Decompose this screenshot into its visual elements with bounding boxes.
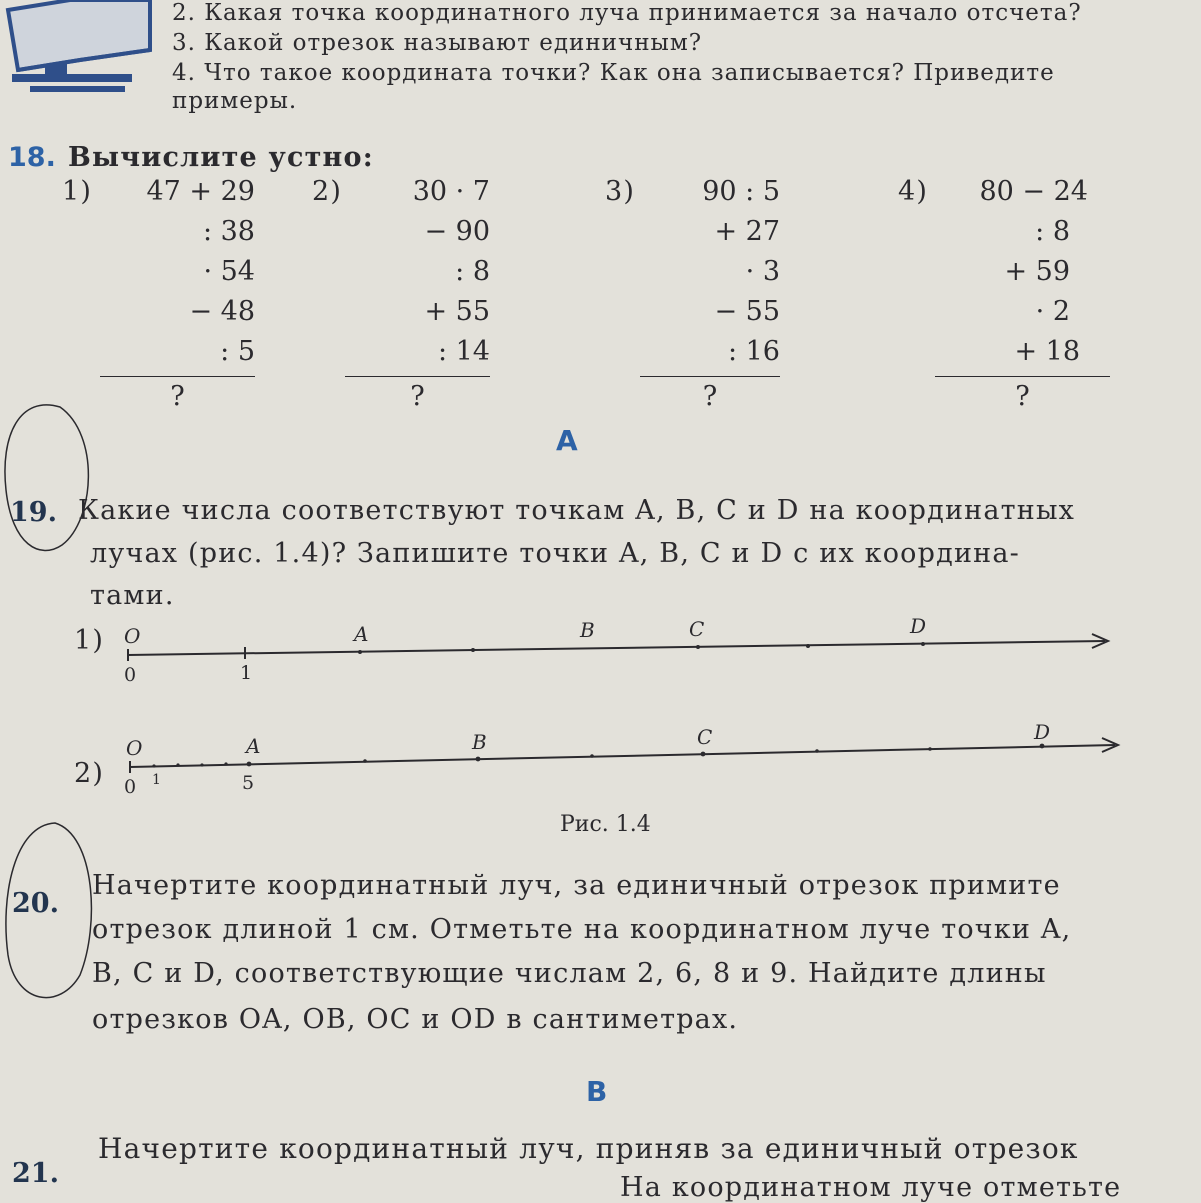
column-4-op: · 2 bbox=[1035, 296, 1070, 327]
ray-2-zero-label: 0 bbox=[124, 776, 137, 798]
column-4-op: : 8 bbox=[1035, 216, 1070, 247]
column-1-label: 1) bbox=[62, 176, 93, 207]
book-icon bbox=[0, 0, 160, 100]
column-1-result: ? bbox=[100, 376, 255, 417]
figure-caption: Рис. 1.4 bbox=[560, 812, 651, 837]
question-4-line2: примеры. bbox=[172, 88, 298, 114]
exercise-19-line2: лучах (рис. 1.4)? Запишите точки A, B, C и D с их координа- bbox=[90, 538, 1020, 569]
column-1-op: : 38 bbox=[202, 216, 255, 247]
column-3-start: 90 : 5 bbox=[702, 176, 780, 207]
column-2 bbox=[345, 172, 490, 417]
ray-2-point-b: B bbox=[472, 730, 487, 754]
column-1-start: 47 + 29 bbox=[146, 176, 255, 207]
column-3-op: + 27 bbox=[714, 216, 780, 247]
ray-1-origin-label: O bbox=[124, 624, 141, 648]
ray-2-one-label: 1 bbox=[152, 772, 161, 788]
exercise-19-line3: тами. bbox=[90, 580, 175, 611]
column-4-start: 80 − 24 bbox=[979, 176, 1088, 207]
column-3-op: : 16 bbox=[727, 336, 780, 367]
column-4-result: ? bbox=[935, 376, 1110, 417]
ray-2-point-c: C bbox=[697, 725, 713, 749]
section-a-header: А bbox=[556, 424, 578, 457]
ray-2-origin-label: O bbox=[126, 736, 143, 760]
ray-2-point-a: A bbox=[246, 734, 261, 758]
column-2-start: 30 · 7 bbox=[412, 176, 490, 207]
column-1-op: · 54 bbox=[203, 256, 255, 287]
coordinate-ray-1 bbox=[120, 612, 1120, 692]
column-4-op: + 59 bbox=[1004, 256, 1070, 287]
column-4 bbox=[935, 172, 1110, 417]
column-2-result: ? bbox=[345, 376, 490, 417]
ray-1-point-b: B bbox=[580, 618, 595, 642]
column-2-op: : 14 bbox=[437, 336, 490, 367]
exercise-20-number: 20. bbox=[12, 888, 59, 919]
exercise-20-line3: B, C и D, соответствующие числам 2, 6, 8 и 9. Найдите длины bbox=[92, 958, 1047, 989]
column-3-result: ? bbox=[640, 376, 780, 417]
exercise-18-number: 18. bbox=[8, 142, 56, 173]
column-1-op: : 5 bbox=[220, 336, 255, 367]
column-1-op: − 48 bbox=[189, 296, 255, 327]
ray-1-one-label: 1 bbox=[240, 662, 253, 684]
column-2-op: − 90 bbox=[424, 216, 490, 247]
column-3-op: · 3 bbox=[745, 256, 780, 287]
ray-2-label: 2) bbox=[74, 758, 105, 789]
ray-1-point-c: C bbox=[689, 617, 705, 641]
question-4-line1: 4. Что такое координата точки? Как она записывается? Приведите bbox=[172, 60, 1055, 86]
question-3: 3. Какой отрезок называют единичным? bbox=[172, 30, 703, 56]
column-3-label: 3) bbox=[605, 176, 636, 207]
coordinate-ray-2 bbox=[120, 725, 1130, 805]
ray-1-point-a: A bbox=[354, 622, 369, 646]
exercise-21-line1: Начертите координатный луч, приняв за единичный отрезок bbox=[98, 1132, 1079, 1165]
exercise-21-line2: На координатном луче отметьте bbox=[620, 1172, 1122, 1203]
exercise-19-number: 19. bbox=[10, 497, 57, 528]
exercise-19-line1: Какие числа соответствуют точкам A, B, C и D на координатных bbox=[78, 495, 1076, 526]
exercise-18-title: Вычислите устно: bbox=[68, 142, 374, 173]
ray-2-five-label: 5 bbox=[242, 772, 255, 794]
exercise-21-number: 21. bbox=[12, 1158, 59, 1189]
question-2: 2. Какая точка координатного луча принимается за начало отсчета? bbox=[172, 0, 1082, 26]
column-2-op: + 55 bbox=[424, 296, 490, 327]
column-4-label: 4) bbox=[898, 176, 929, 207]
ray-2-point-d: D bbox=[1034, 720, 1051, 744]
column-3 bbox=[640, 172, 780, 417]
column-2-op: : 8 bbox=[455, 256, 490, 287]
column-1 bbox=[100, 172, 255, 417]
ray-1-label: 1) bbox=[74, 625, 105, 656]
ray-1-zero-label: 0 bbox=[124, 664, 137, 686]
column-2-label: 2) bbox=[312, 176, 343, 207]
ray-1-point-d: D bbox=[910, 614, 927, 638]
column-4-op: + 18 bbox=[1014, 336, 1080, 367]
exercise-20-line1: Начертите координатный луч, за единичный отрезок примите bbox=[92, 870, 1061, 901]
exercise-20-line4: отрезков OA, OB, OC и OD в сантиметрах. bbox=[92, 1004, 739, 1035]
section-b-header: В bbox=[586, 1075, 608, 1108]
exercise-20-line2: отрезок длиной 1 см. Отметьте на координатном луче точки A, bbox=[92, 914, 1072, 945]
column-3-op: − 55 bbox=[714, 296, 780, 327]
